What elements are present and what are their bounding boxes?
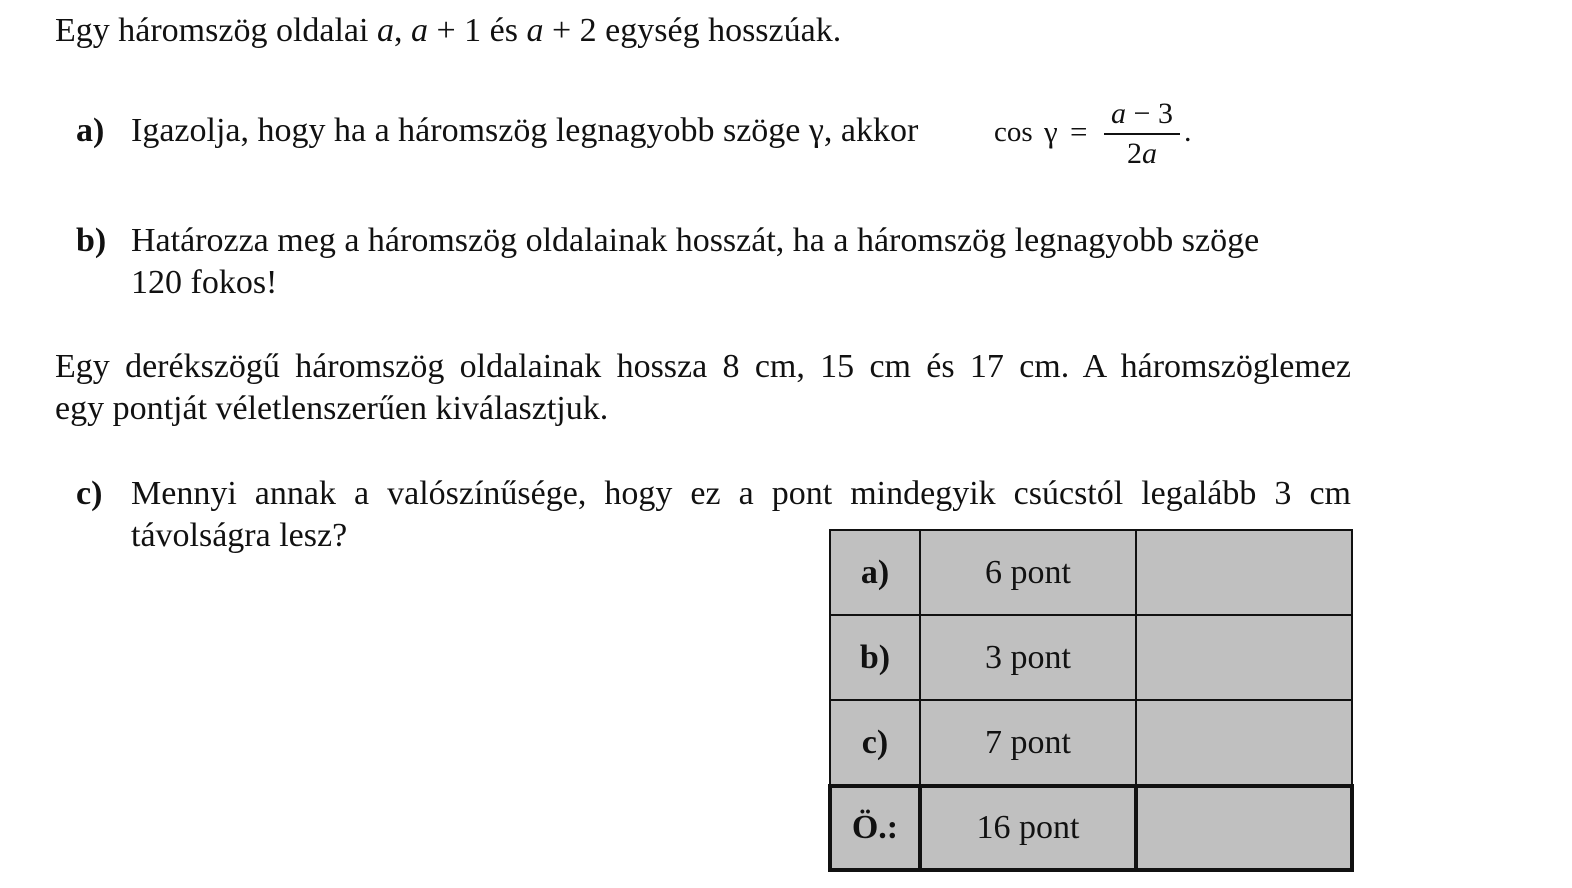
cosine-formula xyxy=(994,96,1214,176)
intro-text: Egy háromszög oldalai a, a + 1 és a + 2 egység hosszúak. xyxy=(55,12,842,49)
score-points-c: 7 pont xyxy=(920,700,1136,786)
fraction-bar xyxy=(1104,133,1180,135)
formula-equals: = xyxy=(1070,114,1088,149)
score-points-a: 6 pont xyxy=(920,530,1136,615)
item-a-label: a) xyxy=(76,112,105,149)
table-row xyxy=(830,530,1352,615)
item-a-text: Igazolja, hogy ha a háromszög legnagyobb szöge γ, akkor xyxy=(131,112,919,149)
paragraph2-line2: egy pontját véletlenszerűen kiválasztjuk. xyxy=(55,390,609,427)
item-b-label: b) xyxy=(76,222,107,259)
score-label-c: c) xyxy=(830,700,920,786)
score-label-total: Ö.: xyxy=(830,786,920,870)
item-b-line2: 120 fokos! xyxy=(131,264,278,301)
formula-period: . xyxy=(1184,115,1192,148)
score-points-b: 3 pont xyxy=(920,615,1136,700)
item-b-line1: Határozza meg a háromszög oldalainak hosszát, ha a háromszög legnagyobb szöge xyxy=(131,222,1260,259)
score-points-total: 16 pont xyxy=(920,786,1136,870)
score-table xyxy=(828,529,1354,872)
score-label-b: b) xyxy=(830,615,920,700)
item-c-line2: távolságra lesz? xyxy=(131,517,348,554)
table-row xyxy=(830,700,1352,786)
score-earned-total[interactable] xyxy=(1136,786,1352,870)
table-row xyxy=(830,615,1352,700)
item-c-label: c) xyxy=(76,475,103,512)
formula-denominator: 2a xyxy=(1127,137,1157,170)
paragraph2-line1: Egy derékszögű háromszög oldalainak hossza 8 cm, 15 cm és 17 cm. A háromszöglemez xyxy=(55,348,1351,385)
score-earned-a[interactable] xyxy=(1136,530,1352,615)
formula-cos: cos xyxy=(994,116,1033,148)
formula-gamma: γ xyxy=(1044,114,1058,149)
score-earned-c[interactable] xyxy=(1136,700,1352,786)
score-earned-b[interactable] xyxy=(1136,615,1352,700)
formula-numerator: a − 3 xyxy=(1111,97,1173,130)
item-c-line1: Mennyi annak a valószínűsége, hogy ez a pont mindegyik csúcstól legalább 3 cm xyxy=(131,475,1351,512)
table-row-total xyxy=(830,786,1352,870)
score-label-a: a) xyxy=(830,530,920,615)
